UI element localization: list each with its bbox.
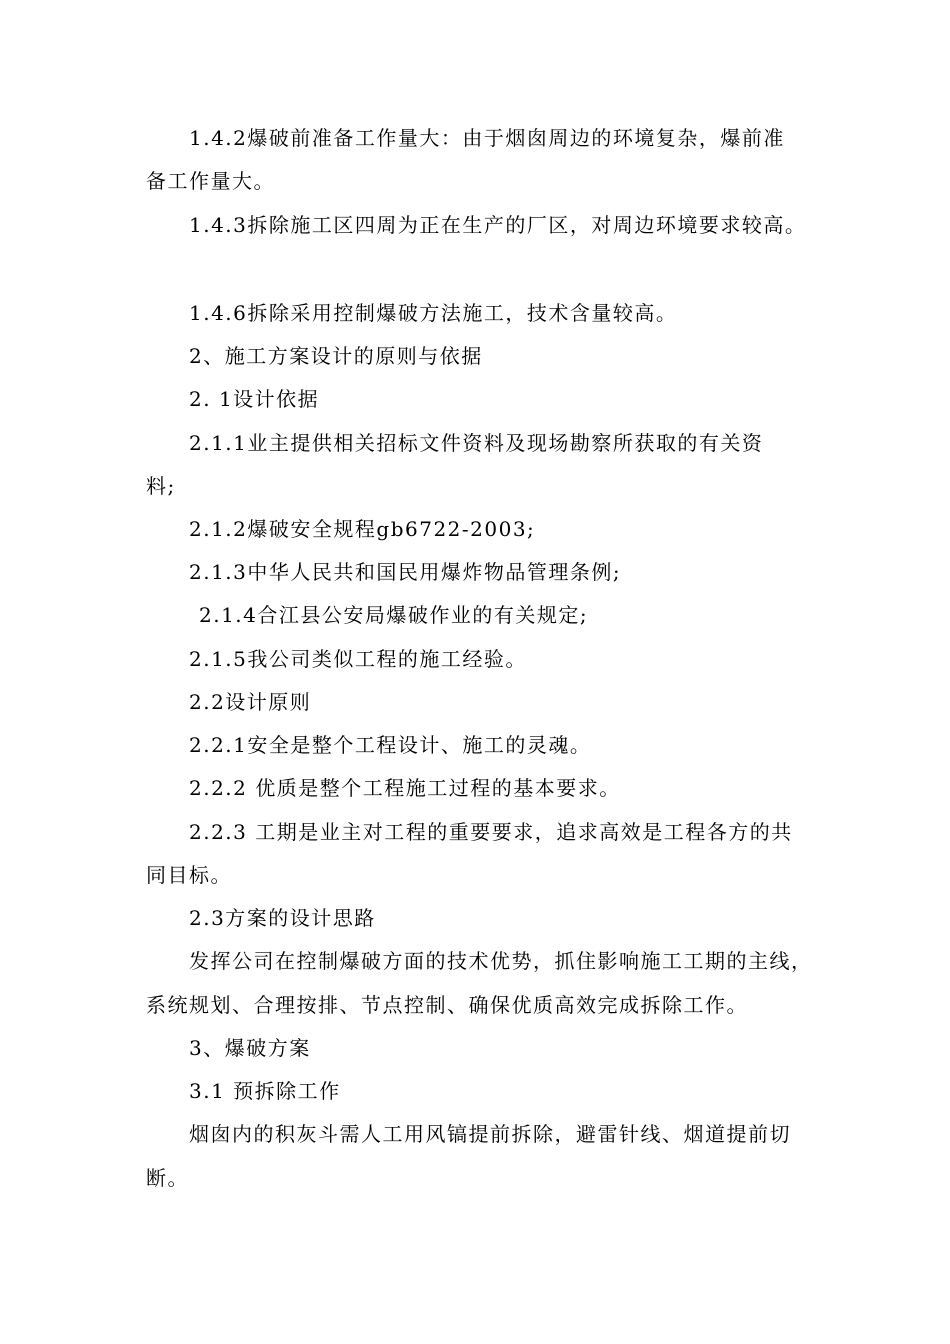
heading-3-1: 3.1 预拆除工作 [189, 1079, 341, 1103]
paragraph-1-4-6: 1.4.6拆除采用控制爆破方法施工，技术含量较高。 [189, 301, 678, 325]
paragraph-2-1-2: 2.1.2爆破安全规程gb6722-2003; [189, 517, 536, 541]
paragraph-2-2-3-line-1: 2.2.3 工期是业主对工程的重要要求，追求高效是工程各方的共 [189, 820, 793, 844]
paragraph-2-1-1-line-2: 料; [146, 474, 176, 498]
paragraph-2-1-1-line-1: 2.1.1业主提供相关招标文件资料及现场勘察所获取的有关资 [189, 431, 764, 455]
heading-2-3: 2.3方案的设计思路 [189, 906, 376, 930]
paragraph-1-4-2-line-1: 1.4.2爆破前准备工作量大：由于烟囱周边的环境复杂，爆前准 [189, 126, 785, 150]
heading-section-2: 2、施工方案设计的原则与依据 [189, 344, 483, 368]
paragraph-2-1-5: 2.1.5我公司类似工程的施工经验。 [189, 647, 527, 671]
heading-2-1: 2. 1设计依据 [189, 387, 320, 411]
paragraph-2-2-3-line-2: 同目标。 [146, 863, 232, 887]
heading-2-2: 2.2设计原则 [189, 690, 312, 714]
paragraph-2-1-3: 2.1.3中华人民共和国民用爆炸物品管理条例; [189, 560, 622, 584]
paragraph-1-4-3: 1.4.3拆除施工区四周为正在生产的厂区，对周边环境要求较高。 [189, 213, 807, 237]
paragraph-2-1-4: 2.1.4合江县公安局爆破作业的有关规定; [199, 603, 589, 627]
paragraph-1-4-2-line-2: 备工作量大。 [146, 169, 275, 193]
paragraph-design-idea-line-1: 发挥公司在控制爆破方面的技术优势，抓住影响施工工期的主线， [189, 949, 813, 973]
heading-section-3: 3、爆破方案 [189, 1036, 311, 1060]
paragraph-pre-demolition-line-2: 断。 [146, 1166, 189, 1190]
paragraph-design-idea-line-2: 系统规划、合理按排、节点控制、确保优质高效完成拆除工作。 [146, 993, 748, 1017]
paragraph-2-2-1: 2.2.1安全是整个工程设计、施工的灵魂。 [189, 733, 592, 757]
paragraph-2-2-2: 2.2.2 优质是整个工程施工过程的基本要求。 [189, 776, 621, 800]
paragraph-pre-demolition-line-1: 烟囱内的积灰斗需人工用风镐提前拆除，避雷针线、烟道提前切 [189, 1122, 791, 1146]
